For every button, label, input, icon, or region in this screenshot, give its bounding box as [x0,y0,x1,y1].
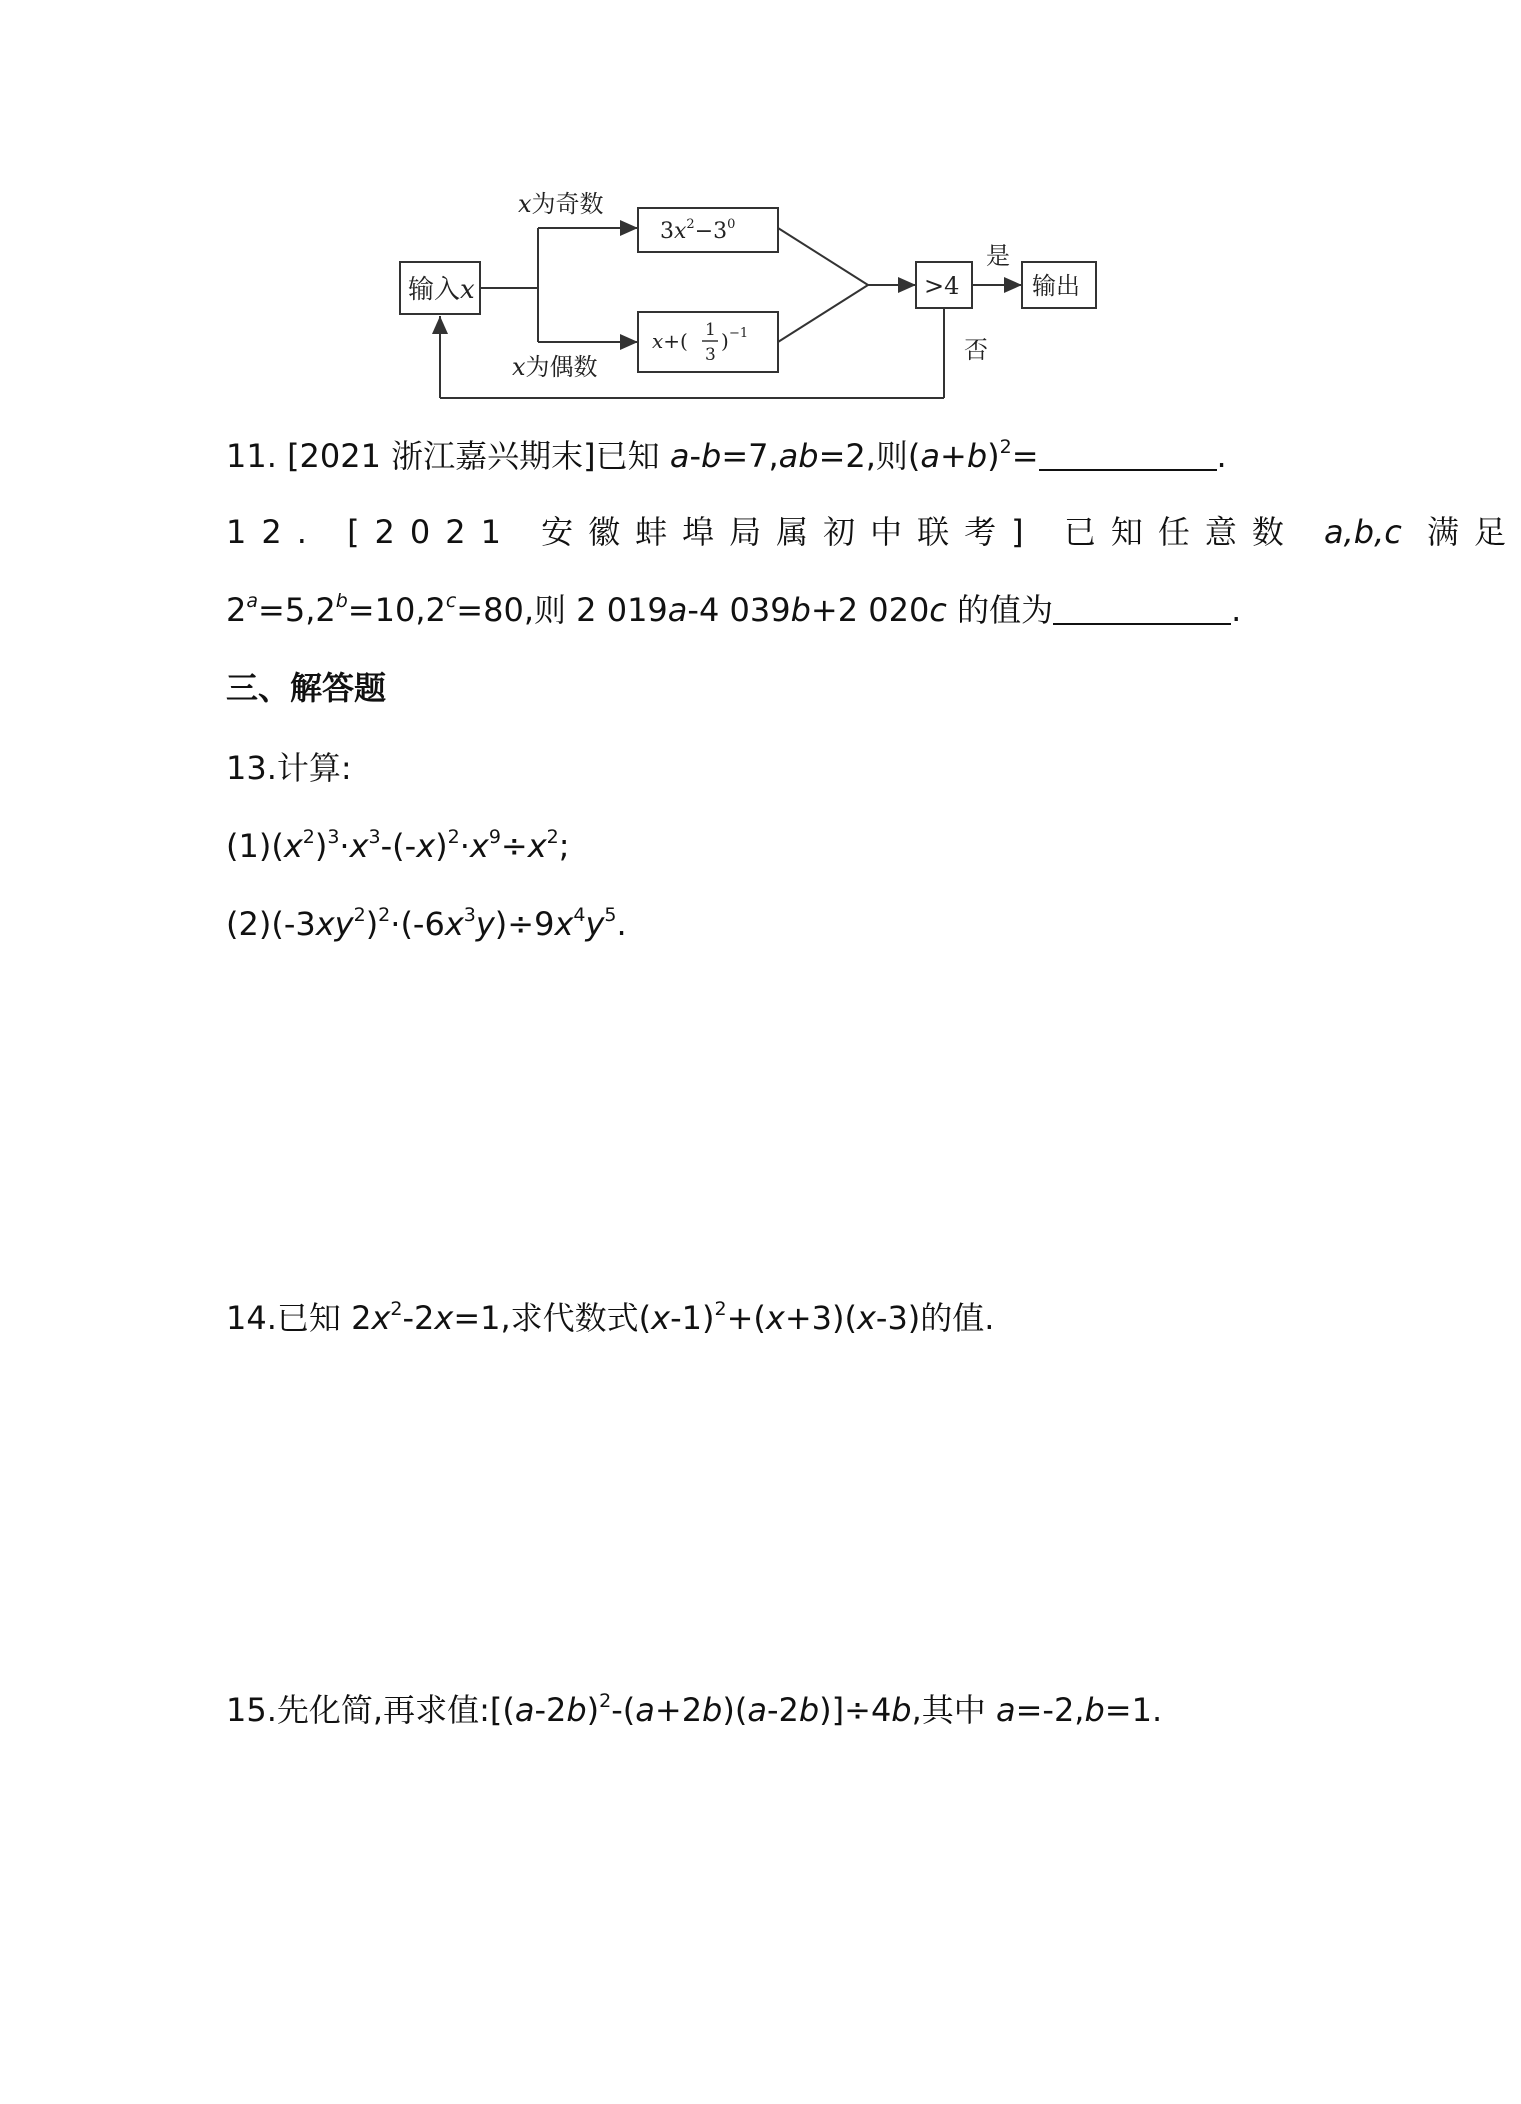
svg-text:3x2−30: $3x^2-3^0$ [660,217,736,244]
odd-branch-label: x为奇数 [518,190,604,218]
yes-label: 是 [986,242,1010,270]
svg-text:1: 1 [705,320,716,340]
svg-text:3: 3 [705,345,716,365]
question-13-part-1: $(1)(x^2)^3\cdot x^3-(-x)^2\cdot x^9\div x^2$; [226,826,570,865]
question-13-title: 13.计算: [226,749,352,787]
question-11: 11. [2021 浙江嘉兴期末]已知 a-b=7,ab=2,则$(a+b)^2=$ . [226,436,1227,475]
input-label: 输入x [408,275,475,305]
question-15: 15.先化简,再求值$:[(a-2b)^2-(a+2b)(a-2b)]\div 4b$,其中 a=-2,b=1. [226,1690,1163,1729]
svg-text:−1: −1 [729,326,749,341]
compare-label: >4 [924,272,960,300]
svg-text:x+(: x+( [652,329,688,353]
answer-blank-12[interactable] [1053,593,1231,625]
question-12-line-1: 12. [2021 安徽蚌埠局属初中联考] 已知任意数 a,b,c 满足 [226,513,1521,551]
question-12-line-2: $2^a=5,2^b=10,2^c=80$,则 2 019a-4 039b+2 020c 的值为 . [226,590,1242,629]
output-label: 输出 [1032,272,1080,300]
svg-text:): ) [721,329,729,353]
flowchart [390,180,1120,410]
answer-blank-11[interactable] [1039,439,1217,471]
even-branch-label: x为偶数 [512,353,598,381]
no-label: 否 [964,336,988,364]
question-13-part-2: $(2)(-3xy^2)^2\cdot(-6x^3y)\div 9x^4y^5$. [226,904,627,943]
section-heading: 三、解答题 [226,669,387,707]
question-14: 14.已知 $2x^2-2x=1$,求代数式$(x-1)^2+(x+3)(x-3)$的值. [226,1298,995,1337]
